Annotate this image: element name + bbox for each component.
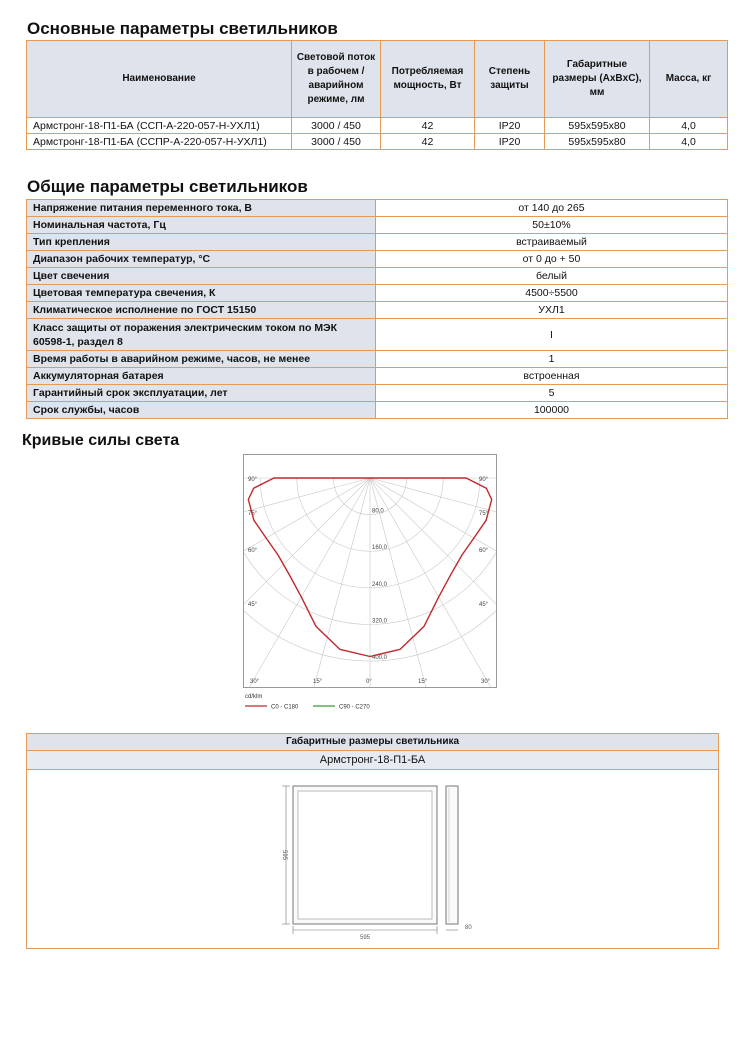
general-params-title: Общие параметры светильников xyxy=(27,177,308,196)
general-params-table xyxy=(26,199,728,419)
dimensions-model: Армстронг-18-П1-БА xyxy=(27,751,718,770)
param-label: Срок службы, часов xyxy=(27,402,376,419)
cell-size: 595x595x80 xyxy=(545,118,650,134)
angle-label: 15° xyxy=(418,679,428,685)
param-value: 100000 xyxy=(376,402,728,419)
cell-flux: 3000 / 450 xyxy=(292,118,381,134)
param-label: Цвет свечения xyxy=(27,268,376,285)
cell-ip: IP20 xyxy=(475,118,545,134)
depth-dim-label: 80 xyxy=(465,925,472,931)
polar-light-curve-chart xyxy=(243,454,497,716)
angle-label: 30° xyxy=(250,679,260,685)
width-dim-label: 595 xyxy=(359,935,371,941)
dimensions-box xyxy=(26,733,719,949)
table-row xyxy=(27,200,728,217)
col-ip-header: Степень защиты xyxy=(475,41,545,118)
table-row xyxy=(27,385,728,402)
table-row xyxy=(27,134,728,150)
legend-label-c0: C0 - C180 xyxy=(271,704,299,711)
cell-power: 42 xyxy=(381,134,475,150)
table-row xyxy=(27,268,728,285)
param-value: от 0 до + 50 xyxy=(376,251,728,268)
dimensions-drawing xyxy=(27,770,718,946)
unit-label: cd/klm xyxy=(245,694,263,700)
cell-mass: 4,0 xyxy=(650,118,728,134)
col-mass-header: Масса, кг xyxy=(650,41,728,118)
angle-label: 90° xyxy=(248,477,258,483)
angle-label: 90° xyxy=(479,477,489,483)
radial-tick-label: 160,0 xyxy=(372,545,388,552)
col-name-header: Наименование xyxy=(27,41,292,118)
table-row xyxy=(27,368,728,385)
angle-label: 45° xyxy=(479,602,489,608)
param-label: Класс защиты от поражения электрическим током по МЭК 60598-1, раздел 8 xyxy=(27,319,376,351)
angle-label: 75° xyxy=(479,511,489,517)
param-label: Напряжение питания переменного тока, В xyxy=(27,200,376,217)
cell-power: 42 xyxy=(381,118,475,134)
curves-title: Кривые силы света xyxy=(22,432,180,449)
panel-front-inner xyxy=(298,791,432,919)
angle-label: 0° xyxy=(366,679,372,685)
radial-tick-label: 240,0 xyxy=(372,581,388,588)
table-row xyxy=(27,285,728,302)
dimensions-title: Габаритные размеры светильника xyxy=(27,734,718,751)
param-label: Аккумуляторная батарея xyxy=(27,368,376,385)
cell-name: Армстронг-18-П1-БА (ССПР-А-220-057-Н-УХЛ1) xyxy=(27,134,292,150)
table-row xyxy=(27,402,728,419)
table-row xyxy=(27,251,728,268)
col-flux-header: Световой поток в рабочем / аварийном режиме, лм xyxy=(292,41,381,118)
height-dim-label: 595 xyxy=(281,849,287,861)
param-value: 50±10% xyxy=(376,217,728,234)
param-value: встраиваемый xyxy=(376,234,728,251)
radial-tick-label: 400,0 xyxy=(372,655,388,662)
table-row xyxy=(27,118,728,134)
table-row xyxy=(27,217,728,234)
angle-label: 30° xyxy=(481,679,491,685)
param-label: Тип крепления xyxy=(27,234,376,251)
legend-label-c90: C90 - C270 xyxy=(339,704,370,711)
table-row xyxy=(27,302,728,319)
param-label: Цветовая температура свечения, К xyxy=(27,285,376,302)
cell-mass: 4,0 xyxy=(650,134,728,150)
table-row xyxy=(27,319,728,351)
table-row xyxy=(27,234,728,251)
col-power-header: Потребляемая мощность, Вт xyxy=(381,41,475,118)
cell-name: Армстронг-18-П1-БА (ССП-А-220-057-Н-УХЛ1) xyxy=(27,118,292,134)
main-params-title: Основные параметры светильников xyxy=(27,19,338,38)
panel-side-view xyxy=(446,786,458,924)
param-label: Гарантийный срок эксплуатации, лет xyxy=(27,385,376,402)
table-row xyxy=(27,351,728,368)
angle-label: 60° xyxy=(248,548,258,554)
angle-label: 45° xyxy=(248,602,258,608)
param-value: 1 xyxy=(376,351,728,368)
param-value: 4500÷5500 xyxy=(376,285,728,302)
table-header-row xyxy=(27,41,728,118)
param-label: Время работы в аварийном режиме, часов, не менее xyxy=(27,351,376,368)
col-size-header: Габаритные размеры (АxВxС), мм xyxy=(545,41,650,118)
radial-tick-label: 320,0 xyxy=(372,618,388,625)
angle-label: 75° xyxy=(248,511,258,517)
param-value: I xyxy=(376,319,728,351)
param-value: 5 xyxy=(376,385,728,402)
param-value: белый xyxy=(376,268,728,285)
param-label: Номинальная частота, Гц xyxy=(27,217,376,234)
param-label: Климатическое исполнение по ГОСТ 15150 xyxy=(27,302,376,319)
angle-label: 60° xyxy=(479,548,489,554)
main-params-table xyxy=(26,40,728,150)
cell-size: 595x595x80 xyxy=(545,134,650,150)
param-value: УХЛ1 xyxy=(376,302,728,319)
radial-tick-label: 80,0 xyxy=(372,508,384,515)
cell-ip: IP20 xyxy=(475,134,545,150)
param-value: от 140 до 265 xyxy=(376,200,728,217)
angle-label: 15° xyxy=(313,679,323,685)
param-label: Диапазон рабочих температур, °С xyxy=(27,251,376,268)
cell-flux: 3000 / 450 xyxy=(292,134,381,150)
param-value: встроенная xyxy=(376,368,728,385)
